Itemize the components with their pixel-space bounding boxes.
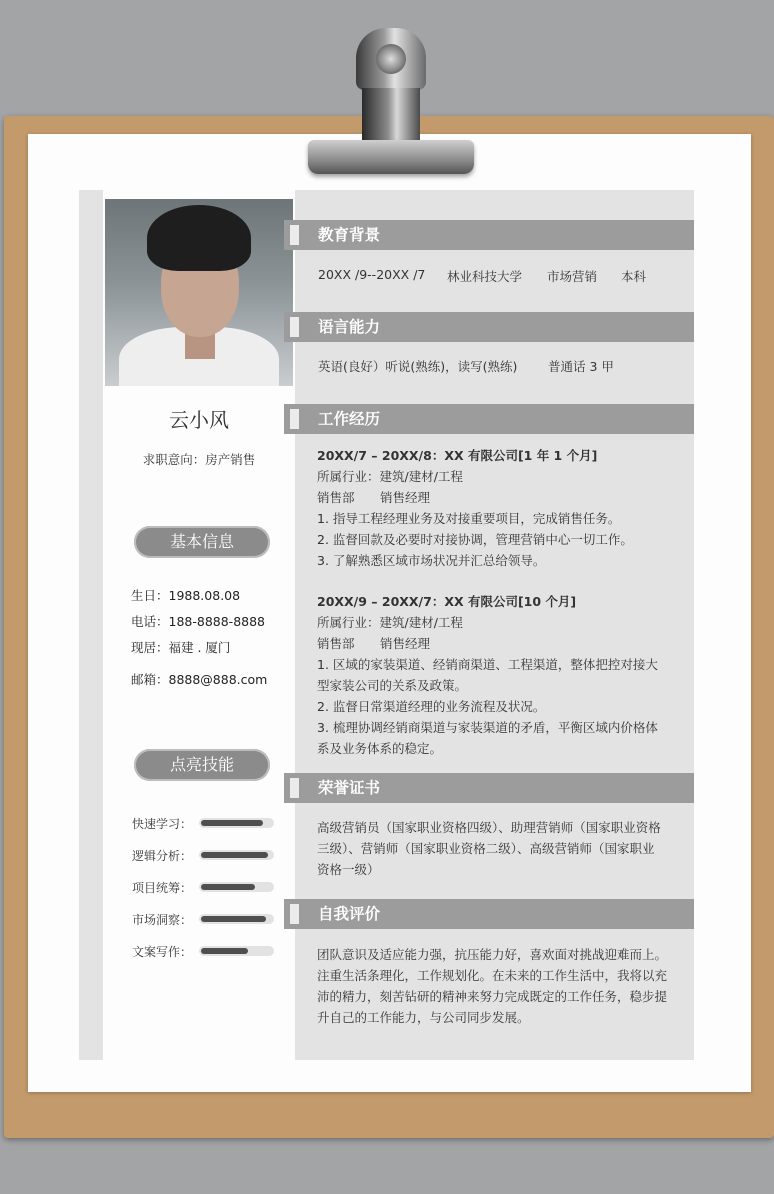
skill-label: 逻辑分析： [132,849,193,863]
job-duty: 1. 区域的家装渠道、经销商渠道、工程渠道，整体把控对接大 [317,657,658,672]
basic-info-heading: 基本信息 [134,526,270,558]
skill-label: 项目统筹： [132,881,193,895]
binder-clip-arm [362,88,420,148]
job-industry: 所属行业：建筑/建材/工程 [317,469,463,484]
job-duty: 系及业务体系的稳定。 [317,741,443,756]
skill-label: 市场洞察： [132,913,193,927]
address-info: 现居：福建 . 厦门 [131,640,231,655]
birth-info: 生日：1988.08.08 [131,588,241,603]
education-title: 教育背景 [318,226,381,244]
self-eval-section-header [284,899,694,929]
section-marker-icon [290,409,299,429]
job-duty: 2. 监督日常渠道经理的业务流程及状况。 [317,699,546,714]
self-eval-line: 注重生活条理化，工作规划化。在未来的工作生活中，我将以充 [317,968,668,983]
section-marker-icon [290,317,299,337]
language-english: 英语(良好）听说(熟练)，读写(熟练) [318,359,518,374]
job-header: 20XX/7 – 20XX/8：XX 有限公司[1 年 1 个月] [317,448,598,463]
job-dept: 销售部 [317,490,355,505]
education-school: 林业科技大学 [447,269,523,284]
job-role: 销售经理 [380,490,431,505]
honors-line: 高级营销员（国家职业资格四级）、助理营销师（国家职业资格 [317,820,661,835]
language-title: 语言能力 [318,318,381,336]
job-role: 销售经理 [380,636,431,651]
job-intent: 求职意向：房产销售 [142,452,256,467]
job-duty: 型家装公司的关系及政策。 [317,678,468,693]
honors-title: 荣誉证书 [318,779,381,797]
skill-bar-fill [201,852,268,858]
skill-label: 文案写作： [132,945,193,959]
language-section-header [284,312,694,342]
binder-clip-base [308,140,474,174]
honors-section-header [284,773,694,803]
work-section-header [284,404,694,434]
skill-bar-fill [201,916,266,922]
section-marker-icon [290,225,299,245]
job-duty: 1. 指导工程经理业务及对接重要项目，完成销售任务。 [317,511,621,526]
skill-bar-fill [201,948,248,954]
job-industry: 所属行业：建筑/建材/工程 [317,615,463,630]
self-eval-line: 团队意识及适应能力强，抗压能力好，喜欢面对挑战迎难而上。 [317,947,668,962]
self-eval-line: 沛的精力，刻苦钻研的精神来努力完成既定的工作任务，稳步提 [317,989,668,1004]
education-section-header [284,220,694,250]
job-dept: 销售部 [317,636,355,651]
email-info: 邮箱：8888@888.com [131,672,268,687]
skill-bar-fill [201,820,263,826]
job-header: 20XX/9 – 20XX/7：XX 有限公司[10 个月] [317,594,577,609]
self-eval-title: 自我评价 [318,905,381,923]
work-title: 工作经历 [318,410,381,428]
section-marker-icon [290,778,299,798]
profile-photo [105,199,293,386]
job-duty: 3. 梳理协调经销商渠道与家装渠道的矛盾，平衡区域内价格体 [317,720,658,735]
section-marker-icon [290,904,299,924]
self-eval-line: 升自己的工作能力，与公司同步发展。 [317,1010,530,1025]
education-degree: 本科 [621,269,647,284]
candidate-name: 云小风 [169,408,229,432]
skill-label: 快速学习： [132,817,193,831]
honors-line: 资格一级） [317,862,380,877]
phone-info: 电话：188-8888-8888 [131,614,266,629]
education-major: 市场营销 [547,269,598,284]
honors-line: 三级）、营销师（国家职业资格二级）、高级营销师（国家职业 [317,841,655,856]
skills-heading: 点亮技能 [134,749,270,781]
skill-bar-fill [201,884,255,890]
job-duty: 3. 了解熟悉区域市场状况并汇总给领导。 [317,553,546,568]
language-mandarin: 普通话 3 甲 [548,359,614,374]
education-period: 20XX /9--20XX /7 [318,267,426,282]
job-duty: 2. 监督回款及必要时对接协调，管理营销中心一切工作。 [317,532,633,547]
binder-clip-hole [376,44,406,74]
left-accent-column [79,190,103,1060]
